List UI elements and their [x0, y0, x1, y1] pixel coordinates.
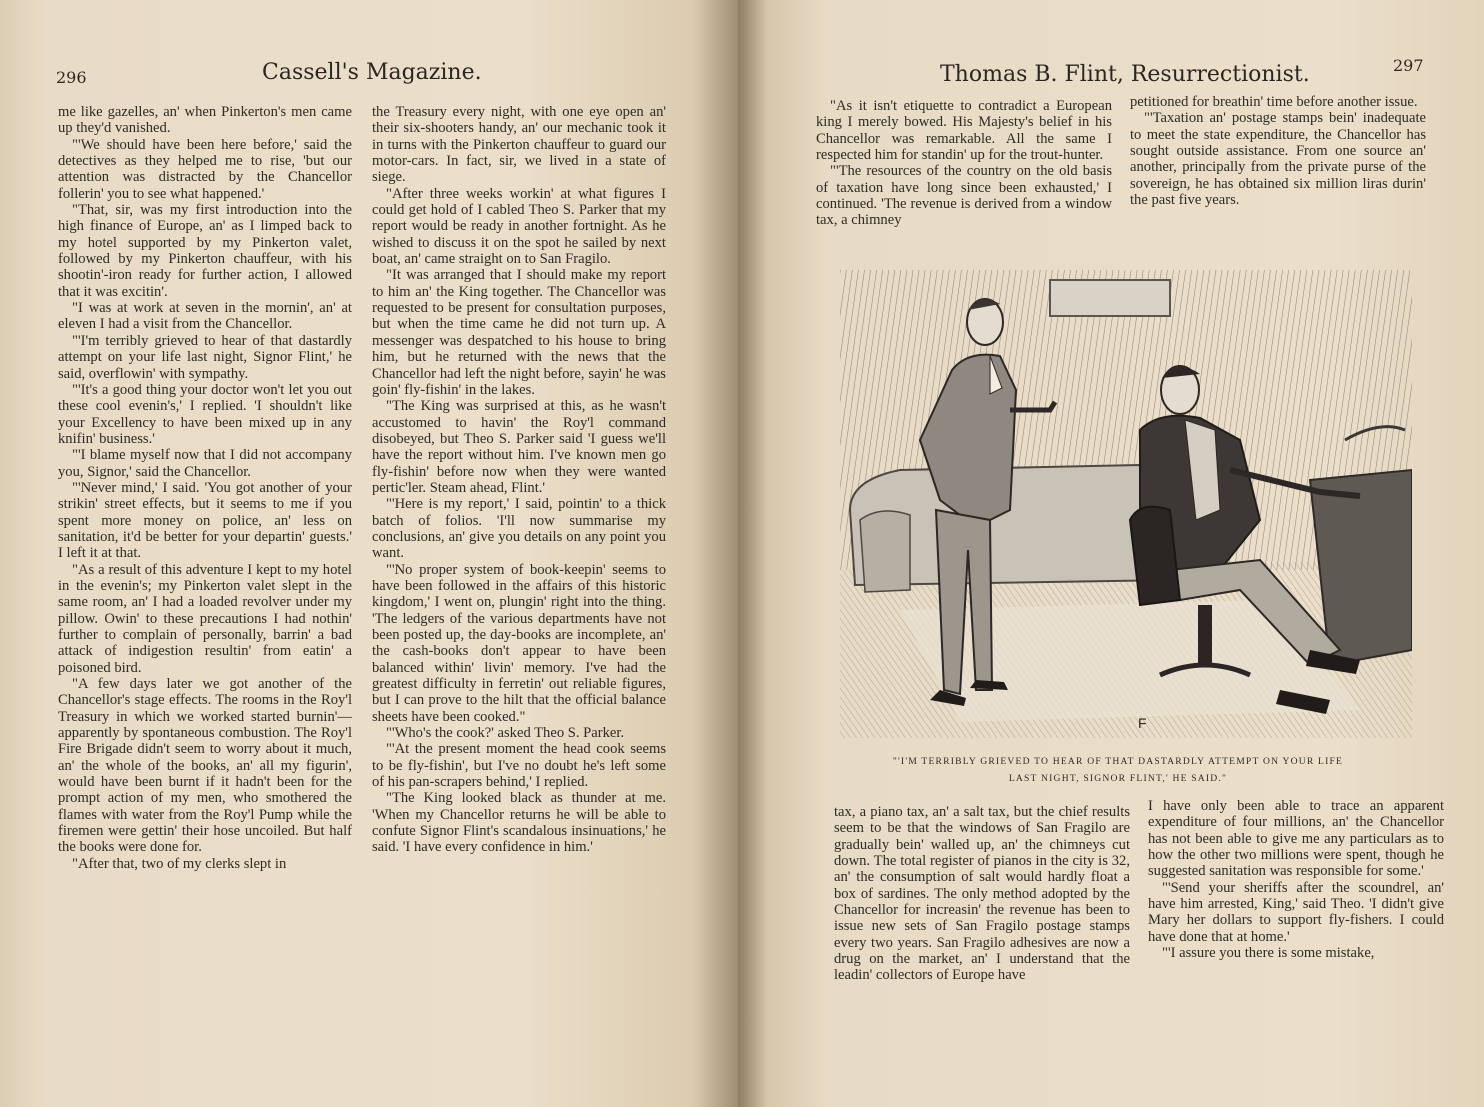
paragraph: "'We should have been here before,' said the detectives as they helped me to rise, 'but our attention was distracted by the Chancellor follerin' you to see what happened.' [58, 136, 352, 202]
paragraph: "'Send your sheriffs after the scoundrel, an' have him arrested, King,' said Theo. 'I didn't give Mary her dollars to support fly-fishers. I could have done that at home.' [1148, 879, 1444, 945]
running-head-right: Thomas B. Flint, Resurrectionist. [940, 62, 1310, 87]
paragraph: me like gazelles, an' when Pinkerton's men came up they'd vanished. [58, 104, 352, 137]
left-page [0, 0, 738, 1107]
text-column-right-bottom-2 [1148, 798, 1444, 961]
text-column-right-top-1 [816, 98, 1112, 229]
illustration-caption [818, 753, 1418, 787]
paragraph: the Treasury every night, with one eye open an' their six-shooters handy, an' our mechanic took it in turns with the Pinkerton chauffeur to guard our motor-cars. In fact, sir, we lived in a state of siege. [372, 104, 666, 186]
illustration-image [840, 270, 1412, 738]
paragraph: "The King was surprised at this, as he wasn't accustomed to havin' the Roy'l command disobeyed, but Theo S. Parker said 'I guess we'll have the report without him. I've known men go fly-fishin' before now when they were wanted pertic'ler. Steam ahead, Flint.' [372, 398, 666, 496]
paragraph: tax, a piano tax, an' a salt tax, but the chief results seem to be that the windows of San Fragilo are gradually bein' walled up, an' the chimneys cut down. The total register of pianos in the city is 32, an' the consumption of salt would hardly float a box of sardines. The only method adopted by the Chancellor for increasin' the revenue has been to issue new sets of San Fragilo postage stamps every two years. San Fragilo adhesives are now a drug on the market, an' I understand that the leadin' collectors of Europe have [834, 804, 1130, 984]
paragraph: "'No proper system of book-keepin' seems to have been followed in the affairs of this historic kingdom,' I went on, plungin' right into the thing. 'The ledgers of the various departments have not been posted up, the day-books are incomplete, an' the cash-books don't appear to have been balanced within' livin' memory. I've had the greatest difficulty in ferretin' out reliable figures, but I can prove to the hilt that the official balance sheets have been cooked." [372, 561, 666, 725]
caption-line-1: "'I'M TERRIBLY GRIEVED TO HEAR OF THAT DASTARDLY ATTEMPT ON YOUR LIFE [892, 756, 1344, 767]
paragraph: petitioned for breathin' time before another issue. [1130, 94, 1418, 110]
illustration-signature: F [1138, 715, 1147, 731]
paragraph: I have only been able to trace an apparent expenditure of four millions, an' the Chancellor has not been able to give me any particulars as to how the other two millions were spent, though he suggested sanitation was responsible for some.' [1148, 798, 1444, 880]
paragraph: "After three weeks workin' at what figures I could get hold of I cabled Theo S. Parker that my report would be ready in another fortnight. As he wished to discuss it on the spot he sailed by next boat, an' came straight on to San Fragilo. [372, 185, 666, 268]
paragraph: "'It's a good thing your doctor won't let you out these cool evenin's,' I replied. 'I shouldn't like your Excellency to have been mixed up in any knifin' business.' [58, 381, 352, 447]
page-number-left: 296 [56, 68, 87, 87]
paragraph: "'Here is my report,' I said, pointin' to a thick batch of folios. 'I'll now summarise my conclusions, an' give you details on any point you want. [372, 496, 666, 562]
caption-line-2: LAST NIGHT, SIGNOR FLINT,' HE SAID." [1008, 773, 1228, 784]
paragraph: "A few days later we got another of the Chancellor's stage effects. The rooms in the Roy'l Treasury in which we worked started burnin'—apparently by spontaneous combustion. The Roy'l Fire Brigade didn't seem to worry about it much, an' the whole of the books, an' all my figurin', would have been burnt if it hadn't been for the prompt action of my men, who smothered the flames with water from the Roy'l Pump while the firemen were gettin' their hose uncoiled. But half the books were done for. [58, 676, 352, 856]
paragraph: "'Taxation an' postage stamps bein' inadequate to meet the state expenditure, the Chancellor has sought outside assistance. From one source an' another, principally from the private purse of the sovereign, he has obtained six million liras durin' the past five years. [1130, 110, 1426, 209]
paragraph: "As a result of this adventure I kept to my hotel in the evenin's; my Pinkerton valet slept in the same room, an' I had a loaded revolver under my pillow. Owin' to these precautions I had nothin' further to complain of personally, barrin' a bad attack of indigestion resultin' from eatin' a poisoned bird. [58, 561, 352, 676]
paragraph: "'I'm terribly grieved to hear of that dastardly attempt on your life last night, Signor Flint,' he said, overflowin' with sympathy. [58, 332, 352, 382]
paragraph: "'Never mind,' I said. 'You got another of your strikin' street effects, but it seems to me if you spent more money on police, an' less on sanitation, it'd be better for your departin' guests.' I left it at that. [58, 479, 352, 562]
paragraph: "'The resources of the country on the old basis of taxation have long since been exhausted,' I continued. 'The revenue is derived from a window tax, a chimney [816, 163, 1112, 229]
text-column-right-bottom-1 [834, 804, 1130, 984]
paragraph: "'At the present moment the head cook seems to be fly-fishin', but I've no doubt he's left some of his pan-scrapers behind,' I replied. [372, 741, 666, 791]
page-number-right: 297 [1393, 56, 1424, 75]
paragraph: "As it isn't etiquette to contradict a European king I merely bowed. His Majesty's belief in his Chancellor was remarkable. All the same I respected him for standin' up for the trout-hunter. [816, 98, 1112, 164]
text-column-left-2 [372, 104, 666, 856]
paragraph: "After that, two of my clerks slept in [72, 855, 287, 872]
running-head-left: Cassell's Magazine. [262, 60, 482, 85]
right-page [738, 0, 1484, 1107]
paragraph: "It was arranged that I should make my report to him an' the King together. The Chancellor was requested to be present for consultation purposes, but when the time came he did not turn up. A messenger was despatched to his house to bring him, but he returned with the news that the Chancellor had left the night before, sayin' he was goin' fly-fishin' in the lakes. [372, 267, 666, 398]
paragraph: "'I blame myself now that I did not accompany you, Signor,' said the Chancellor. [58, 447, 352, 480]
paragraph: "That, sir, was my first introduction into the high finance of Europe, an' as I limped back to my hotel supported by my Pinkerton valet, followed by my Pinkerton chauffeur, with his shootin'-iron ready for further action, I allowed that it was excitin'. [58, 202, 352, 300]
text-column-left-1 [58, 104, 352, 872]
paragraph: "'Who's the cook?' asked Theo S. Parker. [386, 725, 625, 742]
paragraph: "I was at work at seven in the mornin', an' at eleven I had a visit from the Chancellor. [58, 300, 352, 333]
text-column-right-top-2 [1130, 94, 1426, 208]
paragraph: "'I assure you there is some mistake, [1162, 945, 1375, 962]
paragraph: "The King looked black as thunder at me. 'When my Chancellor returns he will be able to confute Signor Flint's scandalous insinuations,' he said. 'I have every confidence in him.' [372, 790, 666, 856]
